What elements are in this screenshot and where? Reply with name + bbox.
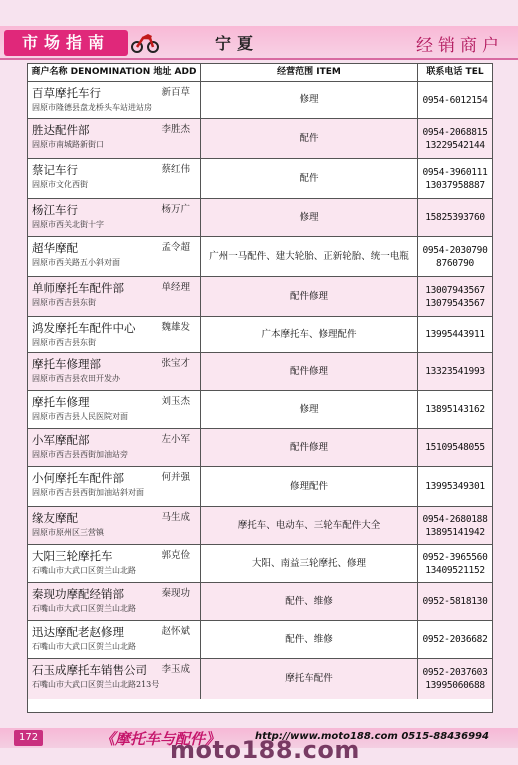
phone-number-2: 13409521152	[425, 564, 485, 576]
table-row	[28, 82, 492, 119]
business-scope: 大阳、南益三轮摩托、修理	[251, 557, 366, 569]
phone-number: 0954-2030790	[422, 244, 488, 256]
phone-number-2: 8760790	[436, 257, 474, 269]
contact-person: 何并强	[161, 472, 190, 483]
column-header-name: 商户名称 DENOMINATION 地址 ADD	[31, 67, 197, 77]
dealer-address: 石嘴山市大武口区贺兰山北路	[32, 642, 136, 651]
contact-person: 刘玉杰	[161, 396, 190, 407]
dealer-name: 胜达配件部	[32, 123, 90, 137]
dealer-name: 蔡记车行	[32, 163, 78, 177]
dealer-cell	[28, 507, 200, 544]
table-header	[28, 64, 492, 82]
dealer-cell	[28, 659, 200, 699]
table-row	[28, 277, 492, 317]
table-row	[28, 621, 492, 659]
dealer-address: 固原市西吉县西街加油站旁	[32, 450, 128, 459]
dealer-address: 固原市西吉县东街	[32, 338, 96, 347]
table-body	[28, 82, 492, 699]
table-row	[28, 159, 492, 199]
phone-number: 13007943567	[425, 284, 485, 296]
business-cell	[200, 317, 417, 352]
phone-number: 13995443911	[425, 329, 485, 340]
tel-cell	[417, 391, 492, 428]
contact-person: 秦现功	[161, 588, 190, 599]
table-row	[28, 545, 492, 583]
dealer-address: 固原市西吉县西街加油站斜对面	[32, 488, 144, 497]
business-scope: 摩托车、电动车、三轮车配件大全	[237, 519, 381, 531]
contact-person: 蔡红伟	[161, 164, 190, 175]
contact-person: 李胜杰	[161, 124, 190, 135]
dealer-address: 固原市文化西街	[32, 180, 88, 189]
dealer-table	[27, 63, 493, 713]
motorcycle-icon	[130, 28, 160, 54]
dealer-name: 杨江车行	[32, 203, 78, 217]
dealer-name: 大阳三轮摩托车	[32, 549, 113, 563]
dealer-cell	[28, 467, 200, 506]
table-row	[28, 391, 492, 429]
table-row	[28, 353, 492, 391]
business-scope: 广本摩托车、修理配件	[261, 328, 357, 340]
dealer-name: 小军摩配部	[32, 433, 90, 447]
dealer-name: 百草摩托车行	[32, 86, 101, 100]
phone-number: 13995349301	[425, 481, 485, 492]
tel-cell	[417, 82, 492, 118]
dealer-cell	[28, 621, 200, 658]
business-scope: 广州一马配件、建大轮胎、正新轮胎、统一电瓶	[209, 250, 409, 262]
contact-person: 单经理	[161, 282, 190, 293]
tel-cell	[417, 277, 492, 316]
business-scope: 修理配件	[289, 480, 328, 492]
dealer-address: 石嘴山市大武口区贺兰山北路	[32, 604, 136, 613]
phone-number-2: 13229542144	[425, 139, 485, 151]
tel-cell	[417, 467, 492, 506]
business-scope: 配件修理	[289, 441, 328, 453]
dealer-cell	[28, 391, 200, 428]
business-cell	[200, 277, 417, 316]
dealer-name: 摩托车修理	[32, 395, 90, 409]
dealer-address: 固原市西吉县东街	[32, 298, 96, 307]
dealer-cell	[28, 82, 200, 118]
tel-cell	[417, 119, 492, 158]
phone-number: 0954-6012154	[422, 94, 488, 106]
business-cell	[200, 583, 417, 620]
dealer-address: 固原市西关北街十字	[32, 220, 104, 229]
phone-number: 0954-2680188	[422, 513, 488, 525]
contact-person: 张宝才	[161, 358, 190, 369]
contact-person: 孟令超	[161, 242, 190, 253]
phone-number: 0954-3960111	[422, 166, 488, 178]
business-scope: 配件、维修	[285, 595, 333, 607]
business-cell	[200, 659, 417, 699]
business-scope: 配件修理	[289, 290, 328, 302]
table-row	[28, 317, 492, 353]
phone-number-2: 13037958887	[425, 179, 485, 191]
dealer-address: 固原市西关路五小斜对面	[32, 258, 120, 267]
tel-cell	[417, 317, 492, 352]
header-divider	[0, 58, 518, 60]
business-cell	[200, 82, 417, 118]
phone-number-2: 13995060688	[425, 680, 485, 691]
business-scope: 修理	[299, 94, 319, 105]
page-number: 172	[14, 730, 43, 746]
page-header	[0, 0, 518, 64]
dealer-name: 超华摩配	[32, 241, 78, 255]
business-scope: 配件、维修	[285, 633, 333, 645]
business-cell	[200, 621, 417, 658]
business-cell	[200, 159, 417, 198]
business-cell	[200, 199, 417, 236]
table-row	[28, 659, 492, 699]
dealer-name: 鸿发摩托车配件中心	[32, 321, 136, 335]
phone-number: 15825393760	[425, 212, 485, 223]
business-scope: 配件	[299, 172, 319, 184]
contact-person: 李玉成	[161, 664, 190, 675]
section-title: 市场指南	[4, 30, 128, 56]
tel-cell	[417, 583, 492, 620]
dealer-name: 单师摩托车配件部	[32, 281, 124, 295]
tel-cell	[417, 237, 492, 276]
business-scope: 修理	[299, 211, 319, 223]
tel-cell	[417, 621, 492, 658]
dealer-name: 小何摩托车配件部	[32, 471, 124, 485]
dealer-address: 固原市隆德县盘龙桥头车站进站房	[32, 103, 152, 112]
table-row	[28, 583, 492, 621]
dealer-cell	[28, 317, 200, 352]
dealer-name: 秦现功摩配经销部	[32, 587, 124, 601]
business-cell	[200, 119, 417, 158]
contact-person: 左小军	[161, 434, 190, 445]
category-title: 经销商户	[416, 36, 504, 56]
dealer-cell	[28, 277, 200, 316]
business-cell	[200, 545, 417, 582]
dealer-cell	[28, 545, 200, 582]
contact-person: 赵怀斌	[161, 626, 190, 637]
business-cell	[200, 391, 417, 428]
dealer-name: 迅达摩配老赵修理	[32, 625, 124, 639]
phone-number-2: 13895141942	[425, 526, 485, 538]
dealer-name: 石玉成摩托车销售公司	[32, 663, 147, 677]
dealer-cell	[28, 199, 200, 236]
tel-cell	[417, 507, 492, 544]
tel-cell	[417, 199, 492, 236]
table-row	[28, 199, 492, 237]
business-cell	[200, 429, 417, 466]
phone-number: 13895143162	[425, 404, 485, 415]
phone-number: 13323541993	[425, 366, 485, 377]
business-scope: 配件修理	[289, 365, 328, 377]
dealer-address: 固原市原州区三营镇	[32, 528, 104, 537]
dealer-address: 固原市西吉县人民医院对面	[32, 412, 128, 421]
dealer-address: 石嘴山市大武口区贺兰山北路	[32, 566, 136, 575]
phone-number: 0952-5818130	[422, 596, 488, 607]
phone-number: 0952-3965560	[422, 551, 488, 563]
column-header-business: 经营范围 ITEM	[200, 64, 417, 81]
table-row	[28, 467, 492, 507]
dealer-address: 固原市西吉县农田开发办	[32, 374, 120, 383]
business-cell	[200, 237, 417, 276]
dealer-cell	[28, 237, 200, 276]
dealer-address: 石嘴山市大武口区贺兰山北路213号	[32, 680, 160, 689]
dealer-cell	[28, 429, 200, 466]
contact-person: 郭克俭	[161, 550, 190, 561]
tel-cell	[417, 353, 492, 390]
tel-cell	[417, 429, 492, 466]
dealer-address: 固原市南城路新街口	[32, 140, 104, 149]
phone-number: 0952-2037603	[422, 667, 488, 678]
table-row	[28, 119, 492, 159]
business-cell	[200, 507, 417, 544]
business-scope: 摩托车配件	[285, 673, 333, 684]
website-url[interactable]: http://www.moto188.com 0515-88436994	[255, 731, 489, 742]
column-header-tel: 联系电话 TEL	[417, 64, 492, 81]
contact-person: 魏雄发	[161, 322, 190, 333]
dealer-cell	[28, 119, 200, 158]
magazine-slogan: 《摩托车与配件》	[100, 730, 221, 748]
dealer-cell	[28, 353, 200, 390]
contact-person: 新百草	[161, 87, 190, 98]
phone-number: 0954-2068815	[422, 126, 488, 138]
phone-number: 15109548055	[425, 442, 485, 453]
contact-person: 马生成	[161, 512, 190, 523]
dealer-name: 摩托车修理部	[32, 357, 101, 371]
business-scope: 修理	[299, 403, 319, 415]
region-title: 宁夏	[215, 34, 260, 53]
table-row	[28, 237, 492, 277]
phone-number: 0952-2036682	[422, 634, 488, 645]
contact-person: 杨万广	[161, 204, 190, 215]
business-cell	[200, 467, 417, 506]
page-footer	[0, 722, 518, 765]
tel-cell	[417, 545, 492, 582]
table-row	[28, 507, 492, 545]
tel-cell	[417, 159, 492, 198]
dealer-cell	[28, 159, 200, 198]
business-scope: 配件	[299, 132, 319, 144]
business-cell	[200, 353, 417, 390]
watermark: moto188.com	[170, 736, 360, 764]
table-row	[28, 429, 492, 467]
dealer-cell	[28, 583, 200, 620]
dealer-name: 缘友摩配	[32, 511, 78, 525]
tel-cell	[417, 659, 492, 699]
phone-number-2: 13079543567	[425, 297, 485, 309]
